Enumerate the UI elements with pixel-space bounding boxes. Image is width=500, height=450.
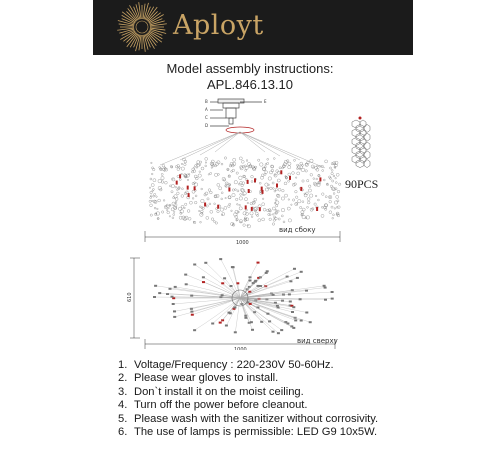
top-view-arm-layout [153,258,334,334]
title-line-1: Model assembly instructions: [166,61,334,76]
instruction-item: 5. Please wash with the sanitizer without corrosivity. [118,412,379,425]
crystal-part-detail [352,117,370,168]
assembly-drawing [0,90,500,350]
svg-text:E: E [264,99,267,104]
instructions-list [118,359,378,439]
ceiling-canopy [210,99,262,133]
top-height-label: 610 [127,292,133,302]
brand-banner [93,0,413,55]
svg-text:C: C [205,115,208,120]
svg-text:D: D [205,123,209,128]
document-title [0,61,500,93]
instruction-item: 1. Voltage/Frequency : 220-230V 50-60Hz. [118,359,334,371]
svg-text:B: B [205,99,208,104]
sunburst-logo-icon [117,2,167,52]
svg-text:A: A [205,107,208,112]
parts-count: 90PCS [345,177,379,191]
brand-name: Aployt [173,10,264,41]
instruction-item: 2. Please wear gloves to install. [118,372,279,385]
side-view-caption: вид сбоку [279,226,316,234]
model-number: APL.846.13.10 [206,77,294,92]
top-width-label: 1000 [234,347,247,350]
instruction-item: 6. The use of lamps is permissible: LED G9 10x5W. [118,426,378,439]
side-width-label: 1000 [236,240,249,246]
side-view-crystal-cluster [149,157,341,228]
instruction-item: 4. Turn off the power before cleanout. [118,399,308,412]
top-view-caption: вид сверху [297,337,338,345]
instruction-item: 3. Don`t install it on the moist ceiling. [118,385,304,398]
